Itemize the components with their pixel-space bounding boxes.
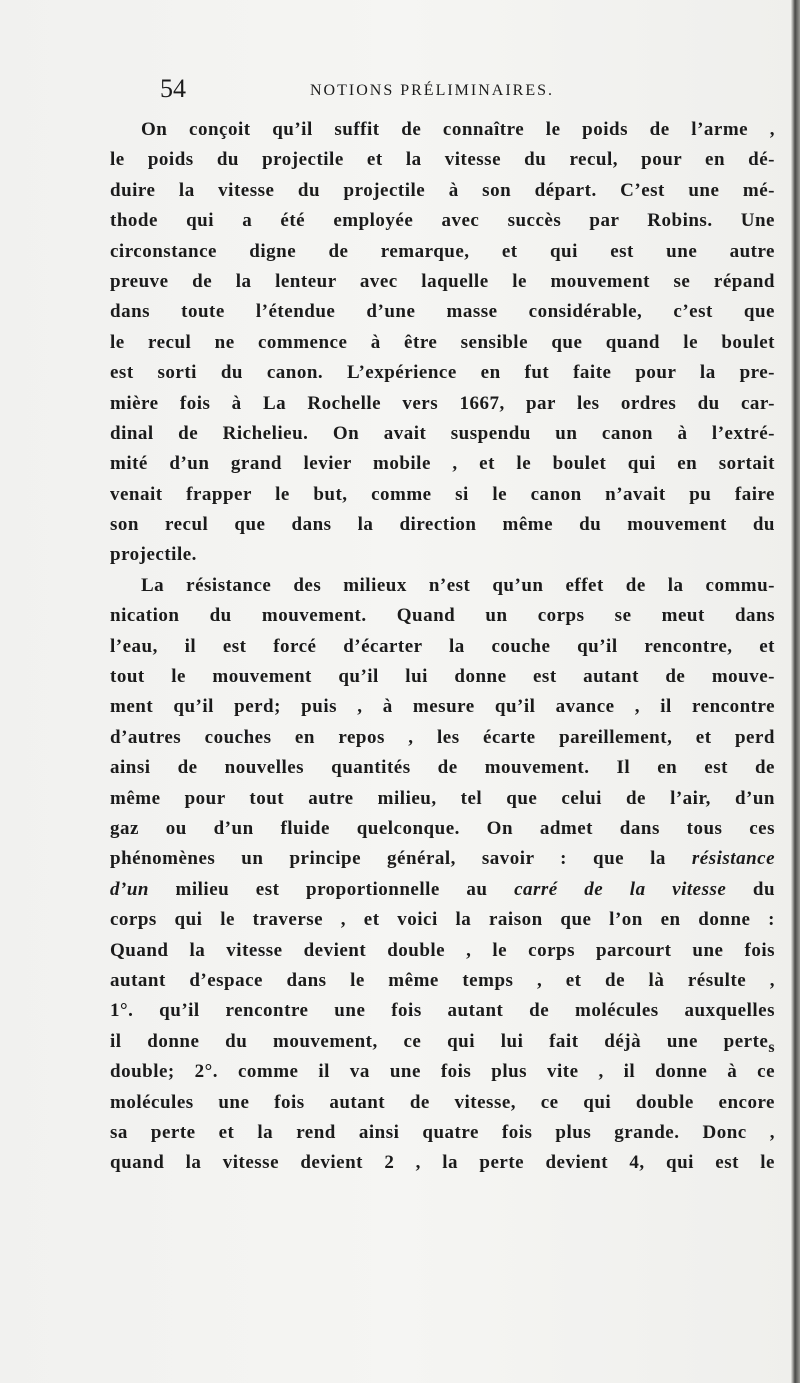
- text-line: molécules une fois autant de vitesse, ce qui double encore: [110, 1091, 775, 1113]
- text-line: d’autres couches en repos , les écarte pareillement, et perd: [110, 726, 775, 748]
- text-line: ainsi de nouvelles quantités de mouvement. Il en est de: [110, 757, 775, 779]
- text-line: quand la vitesse devient 2 , la perte devient 4, qui est le: [110, 1152, 775, 1174]
- text-line-with-italic: [110, 844, 775, 874]
- text-line: preuve de la lenteur avec laquelle le mouvement se répand: [110, 270, 775, 292]
- page-header: [160, 74, 800, 106]
- page-number: 54: [160, 74, 186, 103]
- text-line: circonstance digne de remarque, et qui est une autre: [110, 240, 775, 262]
- text-line: son recul que dans la direction même du mouvement du: [110, 514, 775, 536]
- text-line: le recul ne commence à être sensible que quand le boulet: [110, 331, 775, 353]
- text-line: 1°. qu’il rencontre une fois autant de molécules auxquelles: [110, 1000, 775, 1022]
- text-line: autant d’espace dans le même temps , et de là résulte ,: [110, 969, 775, 991]
- text-line: Quand la vitesse devient double , le corps parcourt une fois: [110, 939, 775, 961]
- italic-term: d’un: [110, 878, 149, 900]
- text-line: mière fois à La Rochelle vers 1667, par les ordres du car-: [110, 392, 775, 414]
- text-line: sa perte et la rend ainsi quatre fois plus grande. Donc ,: [110, 1121, 775, 1143]
- text-line: même pour tout autre milieu, tel que celui de l’air, d’un: [110, 787, 775, 809]
- text-line: le poids du projectile et la vitesse du recul, pour en dé-: [110, 149, 775, 171]
- text-segment: milieu est proportionnelle au: [175, 878, 488, 900]
- text-segment: du: [752, 878, 776, 900]
- running-head: NOTIONS PRÉLIMINAIRES.: [310, 82, 554, 99]
- text-line: tout le mouvement qu’il lui donne est autant de mouve-: [110, 666, 775, 688]
- text-line: corps qui le traverse , et voici la raison que l’on en donne :: [110, 909, 775, 931]
- text-line: l’eau, il est forcé d’écarter la couche qu’il rencontre, et: [110, 635, 775, 657]
- text-line: venait frapper le but, comme si le canon n’avait pu faire: [110, 483, 775, 505]
- text-line: dans toute l’étendue d’une masse considérable, c’est que: [110, 301, 775, 323]
- italic-term: carré de la vitesse: [514, 878, 727, 900]
- text-line: ment qu’il perd; puis , à mesure qu’il avance , il rencontre: [110, 696, 775, 718]
- text-line: thode qui a été employée avec succès par Robins. Une: [110, 210, 775, 232]
- text-line-with-italic: [110, 875, 775, 905]
- text-line: On conçoit qu’il suffit de connaître le poids de l’arme ,: [141, 119, 775, 140]
- text-line: duire la vitesse du projectile à son départ. C’est une mé-: [110, 179, 775, 201]
- subscript-mark: s: [768, 1038, 775, 1056]
- text-line: La résistance des milieux n’est qu’un effet de la commu-: [141, 574, 775, 596]
- page-edge: [791, 0, 800, 1383]
- text-line: nication du mouvement. Quand un corps se meut dans: [110, 605, 775, 627]
- text-line: mité d’un grand levier mobile , et le boulet qui en sortait: [110, 453, 775, 475]
- text-segment: phénomènes un principe général, savoir : que la: [110, 848, 666, 870]
- text-line: double; 2°. comme il va une fois plus vite , il donne à ce: [110, 1061, 775, 1083]
- text-line: projectile.: [110, 544, 197, 566]
- text-line: est sorti du canon. L’expérience en fut faite pour la pre-: [110, 362, 775, 384]
- body-text: [110, 115, 775, 1179]
- text-line: dinal de Richelieu. On avait suspendu un canon à l’extré-: [110, 422, 775, 444]
- text-line: gaz ou d’un fluide quelconque. On admet dans tous ces: [110, 817, 775, 839]
- text-line: [110, 1027, 775, 1057]
- italic-term: résistance: [691, 848, 776, 870]
- text-segment: il donne du mouvement, ce qui lui fait déjà une perte: [110, 1030, 769, 1052]
